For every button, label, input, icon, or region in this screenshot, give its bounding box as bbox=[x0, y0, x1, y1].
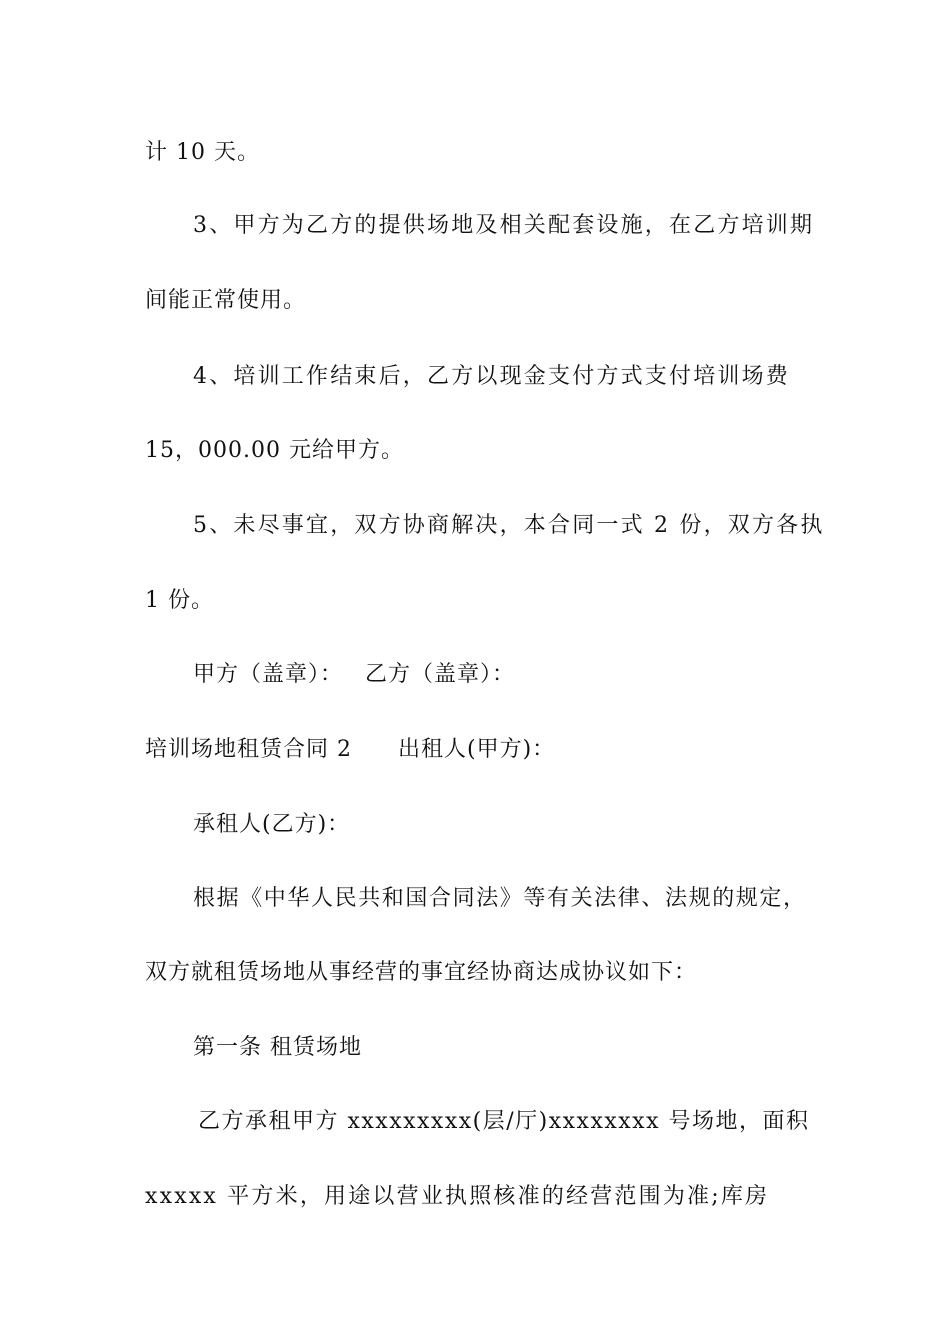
paragraph-line: 双方就租赁场地从事经营的事宜经协商达成协议如下： bbox=[145, 960, 698, 985]
paragraph-line: 间能正常使用。 bbox=[145, 288, 307, 313]
lessor-label: 出租人(甲方)： bbox=[398, 737, 556, 762]
signature-line bbox=[193, 660, 515, 690]
party-b-seal-label: 乙方（盖章）： bbox=[365, 662, 516, 687]
paragraph-line: 乙方承租甲方 xxxxxxxxx(层/厅)xxxxxxxx 号场地，面积 bbox=[198, 1109, 810, 1134]
article-1-heading: 第一条 租赁场地 bbox=[193, 1035, 362, 1060]
clause-3-line: 3、甲方为乙方的提供场地及相关配套设施，在乙方培训期 bbox=[193, 213, 815, 238]
clause-4-line: 4、培训工作结束后，乙方以现金支付方式支付培训场费 bbox=[193, 364, 790, 389]
lessee-label: 承租人(乙方)： bbox=[193, 812, 351, 837]
paragraph-line: 根据《中华人民共和国合同法》等有关法律、法规的规定， bbox=[193, 886, 807, 911]
paragraph-line: 1 份。 bbox=[145, 588, 214, 613]
paragraph-line: 15，000.00 元给甲方。 bbox=[145, 438, 404, 463]
paragraph-line: xxxxx 平方米，用途以营业执照核准的经营范围为准;库房 bbox=[145, 1184, 770, 1209]
party-a-seal-label: 甲方（盖章）： bbox=[193, 662, 344, 687]
paragraph-line: 计 10 天。 bbox=[145, 140, 260, 165]
clause-5-line: 5、未尽事宜，双方协商解决，本合同一式 2 份，双方各执 bbox=[193, 513, 825, 538]
contract-title-line bbox=[145, 735, 555, 765]
contract-title: 培训场地租赁合同 2 bbox=[145, 737, 352, 762]
